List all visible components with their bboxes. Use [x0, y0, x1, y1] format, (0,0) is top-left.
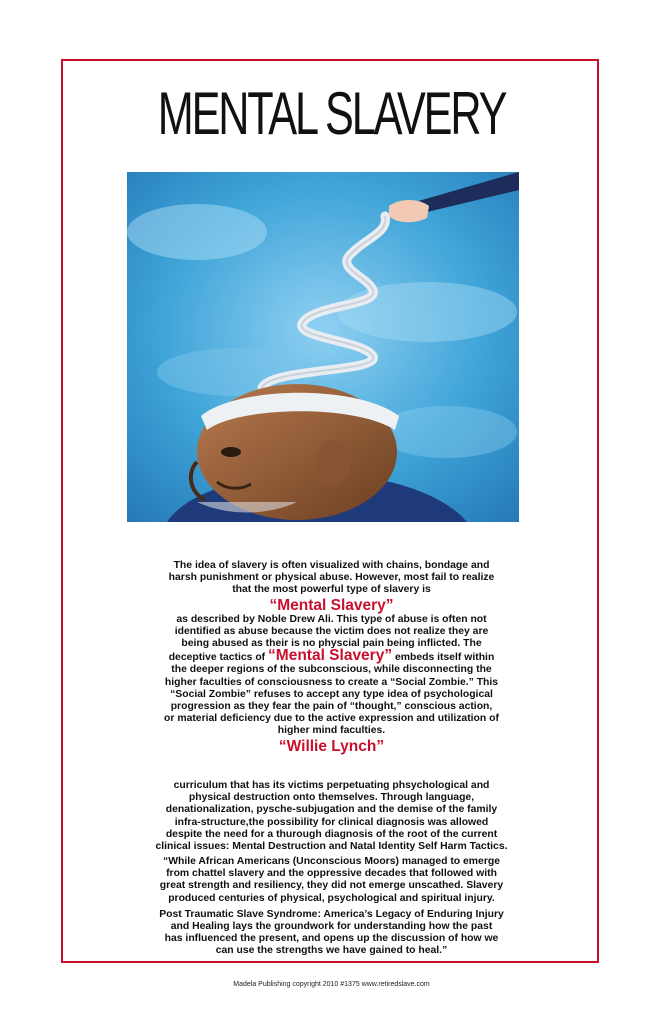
para-line — [110, 647, 553, 665]
quote-paragraph — [110, 856, 553, 958]
para-line: or material deficiency due to the active expression and utilization of — [164, 713, 499, 725]
para-line: being abused as their is no physcial pain being inflicted. The — [181, 638, 482, 650]
mental-slavery-heading: “Mental Slavery” — [269, 596, 394, 614]
para-line: as described by Noble Drew Ali. This type of abuse is often not — [176, 613, 487, 625]
para-line: despite the need for a thurough diagnosis of the root of the current — [165, 828, 498, 840]
intro-line: harsh punishment or physical abuse. However, most fail to realize — [168, 572, 495, 584]
publisher-footer: Madela Publishing copyright 2010 #1375 www.retiredslave.com — [233, 981, 430, 988]
para-line: denationalization, pysche-subjugation and the demise of the family — [165, 804, 498, 816]
para-line: identified as abuse because the victim does not realize they are — [174, 625, 489, 637]
curriculum-paragraph — [110, 780, 553, 853]
para-line: higher mind faculties. — [277, 725, 386, 737]
para-line: infra-structure,the possibility for clinical diagnosis was allowed — [174, 816, 489, 828]
mental-slavery-inline: “Mental Slavery” — [268, 647, 393, 665]
intro-line: that the most powerful type of slavery is — [232, 584, 431, 596]
para-line: physical destruction onto themselves. Through language, — [188, 792, 475, 804]
quote-line: can use the strengths we have gained to heal.” — [215, 945, 448, 957]
willie-lynch-heading: “Willie Lynch” — [278, 738, 385, 755]
deceptive-suffix: embeds itself within — [394, 652, 495, 664]
para-line: the deeper regions of the subconscious, while disconnecting the — [171, 664, 492, 676]
poster-title: MENTAL SLAVERY — [157, 80, 506, 147]
para-line: curriculum that has its victims perpetuating phsychological and — [173, 780, 490, 791]
quote-line: and Healing lays the groundwork for understanding how the past — [170, 921, 493, 933]
para-line: higher faculties of consciousness to create a “Social Zombie.” This — [164, 676, 499, 688]
intro-paragraph — [110, 560, 553, 738]
para-line: progression as they fear the pain of “thought,” conscious action, — [170, 701, 493, 713]
quote-line: produced centuries of physical, psychological and spiritual injury. — [168, 892, 495, 904]
para-line: “Social Zombie” refuses to accept any type idea of psychological — [170, 688, 493, 700]
deceptive-prefix: deceptive tactics of — [168, 652, 266, 664]
willie-lynch-section — [110, 738, 553, 755]
quote-line: “While African Americans (Unconscious Moors) managed to emerge — [163, 856, 500, 867]
quote-line: from chattel slavery and the oppressive decades that followed with — [166, 868, 497, 880]
quote-line: has influenced the present, and opens up the discussion of how we — [164, 933, 499, 945]
intro-line: The idea of slavery is often visualized with chains, bondage and — [173, 560, 490, 571]
quote-line: Post Traumatic Slave Syndrome: America’s Legacy of Enduring Injury — [159, 908, 504, 920]
quote-line: great strength and resiliency, they did not emerge unscathed. Slavery — [159, 880, 504, 892]
para-line: clinical issues: Mental Destruction and Natal Identity Self Harm Tactics. — [155, 841, 508, 853]
man-ribbon-head-illustration — [127, 172, 519, 522]
